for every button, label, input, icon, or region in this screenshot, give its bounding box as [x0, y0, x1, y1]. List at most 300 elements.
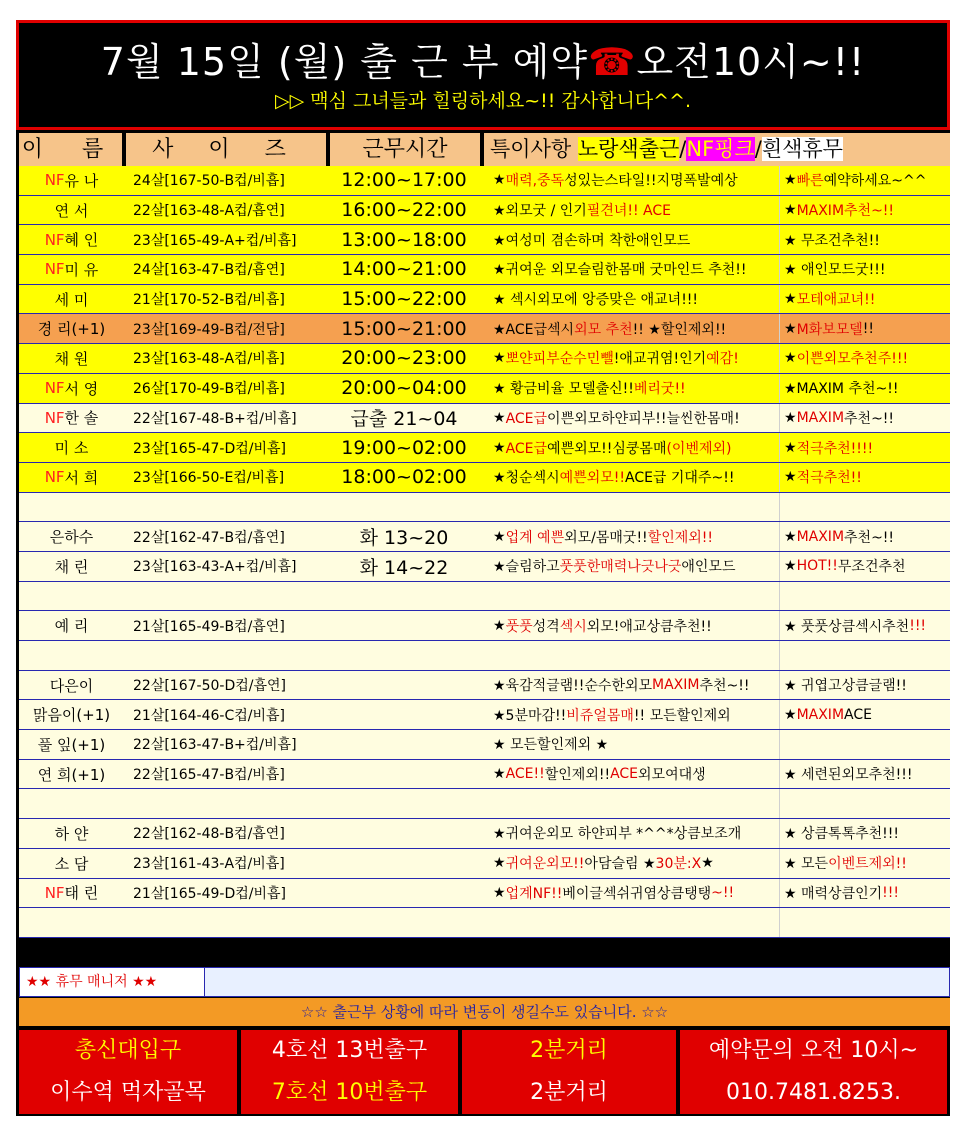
special-note — [489, 463, 781, 492]
manager-name — [19, 522, 124, 551]
note-text: 외모 추천 — [574, 321, 633, 338]
manager-size: 23살[163-43-A+컵/비흡] — [133, 559, 297, 576]
note-text: 예쁜외모!! — [559, 470, 625, 487]
recommendation — [779, 374, 950, 403]
note-text: 할인제외!! — [544, 767, 611, 784]
work-time: 20:00~23:00 — [341, 347, 467, 370]
manager-size — [129, 908, 323, 937]
contact-hours: 예약문의 오전 10시~ — [708, 1038, 919, 1063]
footer-location — [19, 1030, 237, 1114]
note-text: 외모/몸매굿!! — [564, 529, 648, 546]
name-text: 연 희(+1) — [37, 765, 106, 784]
table-row — [19, 522, 950, 552]
name-text: 한 솔 — [64, 409, 99, 428]
note-text: ★ACE급섹시 — [493, 321, 575, 338]
special-note — [489, 255, 781, 284]
recommend-text: ★MAXIM 추천~!! — [784, 381, 899, 398]
work-time: 20:00~04:00 — [341, 377, 467, 400]
recommend-text: ★ — [784, 439, 797, 456]
contact-phone[interactable]: 010.7481.8253. — [726, 1080, 901, 1105]
work-time — [329, 879, 479, 908]
note-text: ★귀여운외모 하얀피부 *^^*상큼보조개 — [493, 826, 742, 843]
note-text: 외모여대생 — [638, 767, 706, 784]
recommend-text: ★ — [784, 528, 797, 545]
special-note — [489, 641, 781, 670]
name-text: 연 서 — [54, 201, 89, 220]
note-text: 풋풋한매력나긋나긋 — [559, 559, 682, 576]
manager-name — [19, 879, 124, 908]
manager-size: 24살[167-50-B컵/비흡] — [133, 173, 285, 190]
recommendation — [779, 849, 950, 878]
work-time — [329, 849, 479, 878]
nf-badge: NF — [44, 260, 65, 279]
note-text: (이벤제외) — [666, 440, 732, 457]
recommend-text: 예약하세요~^^ — [823, 173, 927, 190]
special-note — [489, 819, 781, 848]
manager-size: 26살[170-49-B컵/비흡] — [133, 381, 285, 398]
note-text: ACE급 기대주~!! — [624, 470, 735, 487]
note-text: 필견녀!! ACE — [586, 203, 671, 220]
recommend-text: ★ 모든 — [784, 856, 829, 873]
note-text: ACE급 — [505, 440, 548, 457]
table-row — [19, 849, 950, 879]
note-text: 비쥬얼몸매 — [566, 707, 634, 724]
note-text: !! 모든할인제외 — [633, 707, 731, 724]
special-note — [489, 225, 781, 254]
manager-size: 23살[169-49-B컵/전담] — [133, 321, 285, 338]
recommendation — [779, 730, 950, 759]
note-text: ★5분마감!! — [493, 707, 567, 724]
recommendation — [779, 255, 950, 284]
manager-size: 23살[166-50-E컵/비흡] — [133, 470, 285, 487]
special-note — [489, 582, 781, 611]
recommend-text: ★ 풋풋상큼섹시추천 — [784, 618, 910, 635]
note-text: 할인제외!! — [647, 529, 713, 546]
recommendation — [779, 285, 950, 314]
recommend-text: !!! — [909, 617, 927, 634]
manager-size — [129, 493, 323, 522]
manager-name — [19, 730, 124, 759]
work-time — [329, 700, 479, 729]
special-note — [489, 611, 781, 640]
recommend-text: M화보모델 — [796, 321, 863, 338]
manager-name — [19, 700, 124, 729]
name-text: 채 린 — [54, 557, 89, 576]
table-row — [19, 641, 950, 671]
work-time — [329, 760, 479, 789]
note-text: ★ — [493, 350, 506, 367]
manager-name — [19, 760, 124, 789]
recommend-text: ★ 귀엽고상큼글램!! — [784, 678, 907, 695]
manager-name — [19, 433, 124, 462]
table-row — [19, 196, 950, 226]
note-text: ★ 섹시외모에 앙증맞은 애교녀!!! — [493, 292, 699, 309]
recommend-text: 무조건추천 — [837, 559, 906, 576]
nf-badge: NF — [44, 883, 65, 902]
note-text: !! ★할인제외!! — [632, 321, 727, 338]
recommendation — [779, 166, 950, 195]
recommend-text: ACE — [844, 706, 872, 723]
note-text: ★귀여운 외모슬림한몸매 굿마인드 추천!! — [493, 262, 747, 279]
note-text: 풋풋 — [505, 618, 533, 635]
table-row — [19, 730, 950, 760]
special-note — [489, 700, 781, 729]
table-row — [19, 374, 950, 404]
recommend-text: ★ — [784, 558, 797, 575]
nf-badge: NF — [44, 468, 65, 487]
exit-line-2: 7호선 10번출구 — [271, 1080, 428, 1105]
manager-size — [129, 582, 323, 611]
recommend-text: ★ 상큼톡톡추천!!! — [784, 826, 899, 843]
table-row — [19, 255, 950, 285]
name-text: 소 담 — [54, 854, 89, 873]
manager-name — [19, 404, 124, 433]
title-time: 오전10시~!! — [636, 40, 866, 84]
recommend-text: MAXIM — [796, 706, 845, 723]
special-note — [489, 374, 781, 403]
table-row — [19, 700, 950, 730]
manager-size: 22살[162-47-B컵/흡연] — [133, 529, 285, 546]
work-time: 19:00~02:00 — [341, 436, 467, 459]
work-time — [329, 671, 479, 700]
note-text: 외모!애교상큼추천!! — [586, 618, 712, 635]
recommendation — [779, 404, 950, 433]
manager-name — [19, 671, 124, 700]
manager-size: 22살[163-48-A컵/흡연] — [133, 203, 285, 220]
table-row — [19, 404, 950, 434]
name-text: 채 원 — [54, 349, 89, 368]
distance-line-2: 2분거리 — [530, 1080, 608, 1105]
schedule-header — [16, 20, 950, 130]
schedule-table — [19, 166, 950, 938]
work-time — [329, 908, 479, 937]
special-note — [489, 908, 781, 937]
table-row — [19, 433, 950, 463]
note-text: 성격 — [532, 618, 560, 635]
work-time: 13:00~18:00 — [341, 228, 467, 251]
name-text: 다은이 — [49, 676, 94, 695]
note-text: ACE급 — [505, 410, 548, 427]
recommend-text: 이쁜외모추천주!!! — [796, 351, 909, 368]
note-text: ★ — [493, 766, 506, 783]
recommend-text: ★ — [784, 202, 797, 219]
manager-size: 22살[163-47-B+컵/비흡] — [133, 737, 297, 754]
recommendation — [779, 314, 950, 343]
table-row — [19, 314, 950, 344]
title-text: 7월 15일 (월) 출 근 부 예약 — [100, 40, 589, 84]
location-line-1: 총신대입구 — [74, 1038, 182, 1063]
nf-badge: NF — [44, 408, 65, 427]
manager-size — [129, 641, 323, 670]
recommend-text: ★ — [784, 320, 797, 337]
nf-badge: NF — [44, 379, 65, 398]
note-text: 추천~!! — [699, 678, 750, 695]
recommend-text: ★ — [784, 706, 797, 723]
recommend-text: MAXIM추천~!! — [796, 203, 895, 220]
manager-name — [19, 641, 124, 670]
legend-slash: / — [679, 137, 687, 161]
special-note — [489, 760, 781, 789]
table-row — [19, 671, 950, 701]
note-text: 애인모드 — [681, 559, 736, 576]
column-size: 사 이 즈 — [126, 133, 326, 166]
work-time — [329, 789, 479, 818]
recommendation — [779, 760, 950, 789]
special-note — [489, 314, 781, 343]
note-text: MAXIM — [652, 677, 700, 694]
note-text: 예감! — [706, 351, 739, 368]
work-time: 화 14~22 — [359, 556, 449, 579]
note-text: ★ — [493, 172, 506, 189]
manager-name — [19, 552, 124, 581]
recommendation — [779, 463, 950, 492]
footer-exit — [241, 1030, 458, 1114]
manager-name — [19, 166, 124, 195]
notes-label: 특이사항 — [490, 137, 572, 161]
legend-yellow: 노랑색출근 — [577, 137, 680, 161]
manager-name — [19, 255, 124, 284]
note-text: !애교귀염!인기 — [613, 351, 707, 368]
name-text: 풀 잎(+1) — [37, 735, 106, 754]
note-text: ★ — [493, 855, 506, 872]
special-note — [489, 849, 781, 878]
table-row — [19, 819, 950, 849]
manager-name — [19, 374, 124, 403]
note-text: 베리굿!! — [633, 381, 686, 398]
recommend-text: 추천~!! — [844, 529, 895, 546]
manager-name — [19, 225, 124, 254]
recommend-text: ★ — [784, 409, 797, 426]
nf-badge: NF — [44, 171, 65, 190]
notice-bar: ☆☆ 출근부 상황에 따라 변동이 생길수도 있습니다. ☆☆ — [19, 998, 950, 1026]
footer-contact — [680, 1030, 947, 1114]
legend-slash: / — [754, 137, 762, 161]
recommendation — [779, 582, 950, 611]
note-text: ★ — [493, 439, 506, 456]
manager-name — [19, 611, 124, 640]
recommendation — [779, 493, 950, 522]
note-text: 귀여운외모!! — [505, 856, 585, 873]
recommendation — [779, 700, 950, 729]
special-note — [489, 789, 781, 818]
recommend-text: MAXIM — [796, 528, 845, 545]
recommendation — [779, 789, 950, 818]
recommendation — [779, 552, 950, 581]
recommendation — [779, 908, 950, 937]
table-row — [19, 344, 950, 374]
recommend-text: ★ — [784, 469, 797, 486]
note-text: 아담슬림 ★ — [584, 856, 656, 873]
note-text: ★ — [493, 617, 506, 634]
work-time — [329, 730, 479, 759]
recommend-text: 추천~!! — [844, 410, 895, 427]
manager-name — [19, 789, 124, 818]
manager-name — [19, 314, 124, 343]
recommend-text: 적극추천!! — [796, 470, 862, 487]
legend-white: 흰색휴무 — [761, 137, 843, 161]
legend-pink: NF핑크 — [686, 137, 755, 161]
leave-label: ★★ 휴무 매니저 ★★ — [19, 967, 205, 997]
special-note — [489, 522, 781, 551]
manager-name — [19, 908, 124, 937]
manager-size: 22살[167-50-D컵/흡연] — [133, 678, 286, 695]
manager-size: 22살[165-47-B컵/비흡] — [133, 767, 285, 784]
table-row — [19, 463, 950, 493]
footer — [16, 1027, 950, 1116]
note-text: 업계NF!! — [505, 885, 563, 902]
phone-icon: ☎ — [588, 40, 637, 84]
note-text: ACE!! — [505, 766, 545, 783]
name-text: 하 얀 — [54, 824, 89, 843]
recommendation — [779, 819, 950, 848]
work-time: 12:00~17:00 — [341, 169, 467, 192]
page-title — [19, 39, 947, 85]
manager-size: 22살[162-48-B컵/흡연] — [133, 826, 285, 843]
recommendation — [779, 641, 950, 670]
note-text: ~!! — [711, 884, 735, 901]
manager-size — [129, 789, 323, 818]
recommend-text: 적극추천!!!! — [796, 440, 874, 457]
manager-size: 21살[164-46-C컵/비흡] — [133, 707, 285, 724]
column-name: 이 름 — [19, 133, 122, 166]
name-text: 은하수 — [49, 528, 94, 547]
name-text: 유 나 — [64, 171, 99, 190]
special-note — [489, 344, 781, 373]
manager-name — [19, 493, 124, 522]
table-row — [19, 552, 950, 582]
manager-name — [19, 582, 124, 611]
recommendation — [779, 225, 950, 254]
recommendation — [779, 344, 950, 373]
note-text: ★ 모든할인제외 ★ — [493, 737, 609, 754]
special-note — [489, 879, 781, 908]
work-time: 16:00~22:00 — [341, 199, 467, 222]
work-time — [329, 641, 479, 670]
note-text: ★육감적글램!!순수한외모 — [493, 678, 653, 695]
location-line-2: 이수역 먹자골목 — [50, 1080, 206, 1105]
recommend-text: ★ — [784, 350, 797, 367]
work-time — [329, 493, 479, 522]
name-text: 서 영 — [64, 379, 99, 398]
note-text: 예쁜외모!!심쿵몸매 — [547, 440, 667, 457]
note-text: ★여성미 겸손하며 착한애인모드 — [493, 232, 691, 249]
note-text: ★청순섹시 — [493, 470, 560, 487]
recommend-text: ★ 매력상큼인기 — [784, 885, 883, 902]
work-time: 15:00~21:00 — [341, 317, 467, 340]
column-work-time: 근무시간 — [330, 133, 480, 166]
note-text: ★ — [493, 884, 506, 901]
work-time: 화 13~20 — [359, 527, 449, 550]
special-note — [489, 404, 781, 433]
manager-size: 21살[165-49-D컵/비흡] — [133, 885, 286, 902]
table-row — [19, 166, 950, 196]
column-header-row — [19, 133, 950, 166]
name-text: 경 리(+1) — [37, 320, 106, 339]
note-text: ACE — [610, 766, 639, 783]
table-row — [19, 908, 950, 938]
recommend-text: 빠른 — [796, 173, 824, 190]
special-note — [489, 552, 781, 581]
note-text: 30분:X — [655, 856, 702, 873]
leave-list — [204, 967, 950, 997]
recommend-text: ★ — [784, 172, 797, 189]
recommend-text: HOT!! — [796, 558, 838, 575]
work-time: 급출 21~04 — [350, 408, 458, 431]
work-time: 15:00~22:00 — [341, 288, 467, 311]
table-row — [19, 789, 950, 819]
name-text: 세 미 — [54, 290, 89, 309]
column-notes — [484, 133, 950, 166]
manager-size: 22살[167-48-B+컵/비흡] — [133, 410, 297, 427]
exit-line-1: 4호선 13번출구 — [271, 1038, 428, 1063]
recommendation — [779, 671, 950, 700]
special-note — [489, 493, 781, 522]
recommendation — [779, 611, 950, 640]
name-text: 맑음이(+1) — [32, 706, 111, 725]
manager-size: 21살[165-49-B컵/흡연] — [133, 618, 285, 635]
manager-size: 21살[170-52-B컵/비흡] — [133, 292, 285, 309]
note-text: 매력,중독 — [505, 173, 565, 190]
recommend-text: !!! — [882, 884, 899, 901]
note-text: ★슬림하고 — [493, 559, 560, 576]
name-text: 예 리 — [54, 617, 89, 636]
note-text: ★ — [493, 409, 506, 426]
table-row — [19, 760, 950, 790]
recommend-text: ★ 무조건추천!! — [784, 232, 880, 249]
table-row — [19, 611, 950, 641]
work-time — [329, 819, 479, 848]
note-text: 성있는스타일!!지명폭발예상 — [564, 173, 738, 190]
table-row — [19, 879, 950, 909]
recommendation — [779, 196, 950, 225]
work-time — [329, 611, 479, 640]
note-text: 업계 예쁜 — [505, 529, 565, 546]
recommend-text: ★ 세련된외모추천!!! — [784, 767, 913, 784]
note-text: 섹시 — [559, 618, 587, 635]
manager-name — [19, 285, 124, 314]
work-time: 18:00~02:00 — [341, 466, 467, 489]
work-time: 14:00~21:00 — [341, 258, 467, 281]
manager-name — [19, 849, 124, 878]
recommend-text: 모테애교녀!! — [796, 292, 876, 309]
manager-name — [19, 196, 124, 225]
note-text: ★ — [701, 855, 714, 872]
note-text: 이쁜외모하얀피부!!늘씬한몸매! — [547, 410, 740, 427]
manager-name — [19, 463, 124, 492]
recommend-text: ★ 애인모드굿!!! — [784, 262, 886, 279]
table-row — [19, 225, 950, 255]
manager-size: 24살[163-47-B컵/흡연] — [133, 262, 285, 279]
table-row — [19, 493, 950, 523]
work-time — [329, 582, 479, 611]
note-text: 뽀얀피부순수민뺄 — [505, 351, 614, 368]
name-text: 미 소 — [54, 439, 89, 458]
recommendation — [779, 879, 950, 908]
recommend-text: !! — [862, 320, 874, 337]
note-text: ★ 황금비율 모델출신!! — [493, 381, 634, 398]
page-subtitle: ▷▷ 맥심 그녀들과 힐링하세요~!! 감사합니다^^. — [274, 90, 692, 112]
manager-size: 23살[163-48-A컵/비흡] — [133, 351, 285, 368]
recommendation — [779, 433, 950, 462]
special-note — [489, 285, 781, 314]
special-note — [489, 730, 781, 759]
manager-size: 23살[165-49-A+컵/비흡] — [133, 232, 297, 249]
manager-size: 23살[165-47-D컵/비흡] — [133, 440, 286, 457]
name-text: 서 희 — [64, 468, 99, 487]
table-row — [19, 582, 950, 612]
note-text: ★ — [493, 528, 506, 545]
special-note — [489, 433, 781, 462]
